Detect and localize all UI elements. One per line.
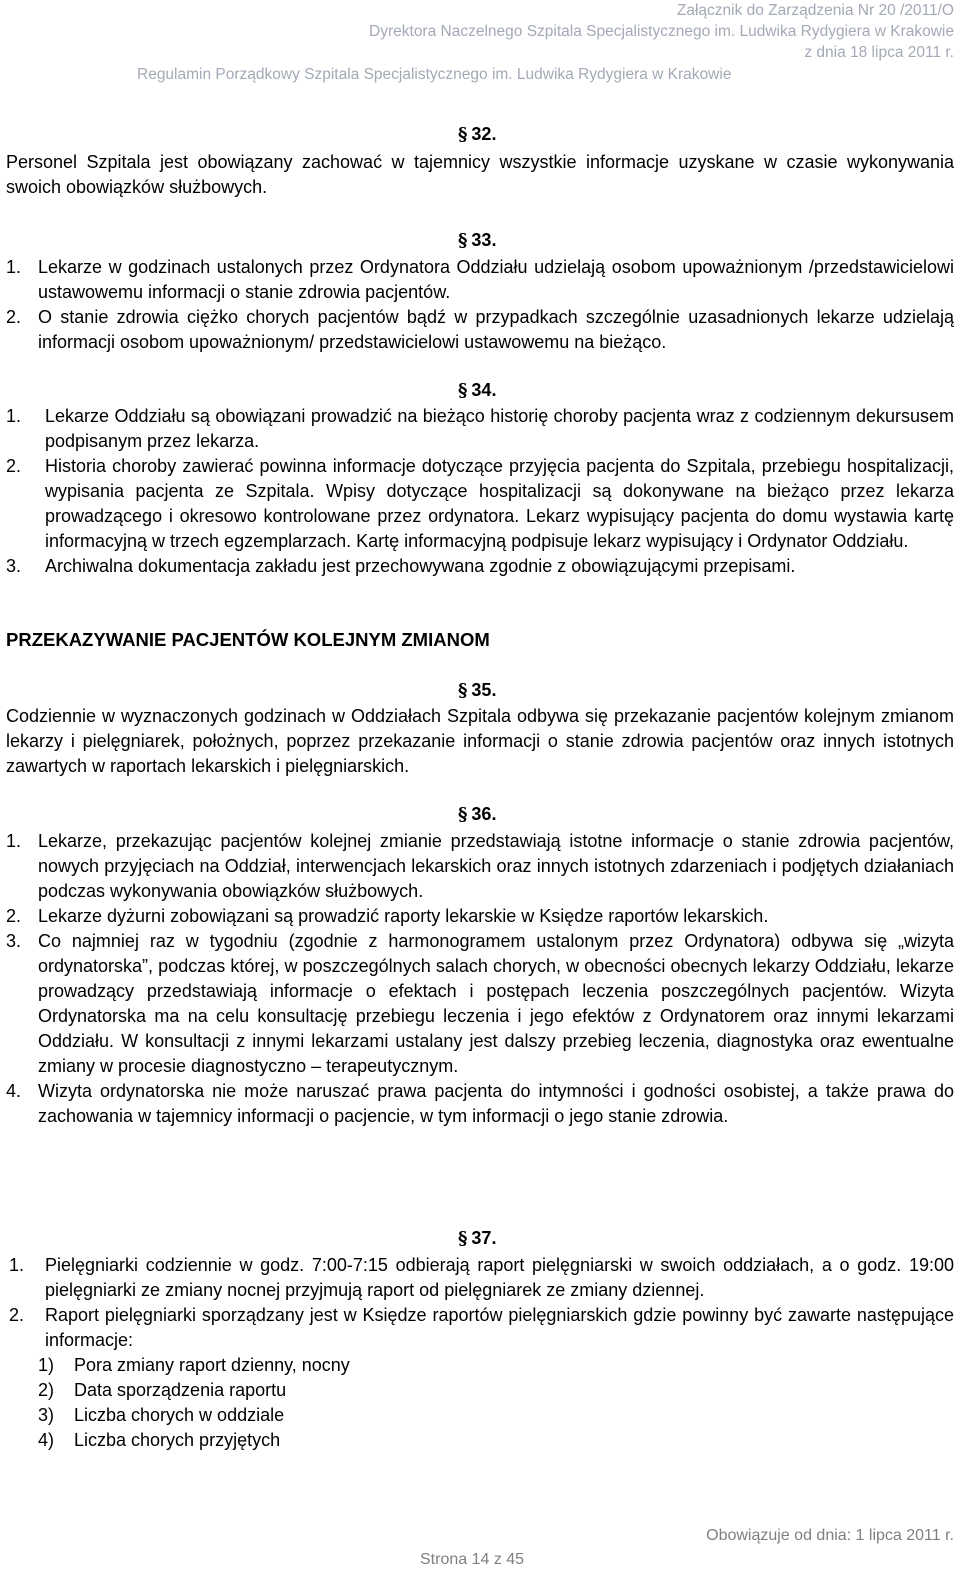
section-37-number: § 37.	[458, 1228, 497, 1249]
list-item: 4. Wizyta ordynatorska nie może naruszać prawa pacjenta do intymności i godności osobistej, a także prawa do zachowania w tajemnicy informacji o pacjencie, w tym informacji o jego stanie zdrowia.	[6, 1081, 954, 1126]
section-34-list	[0, 404, 960, 579]
section-36-number: § 36.	[458, 804, 497, 825]
header-line-2: Dyrektora Naczelnego Szpitala Specjalistycznego im. Ludwika Rydygiera w Krakowie	[369, 23, 954, 40]
list-item: 1. Lekarze w godzinach ustalonych przez Ordynatora Oddziału udzielają osobom upoważnionym /przedstawicielowi ustawowemu informacji o stanie zdrowia pacjentów.	[6, 257, 954, 302]
list-item: 1. Lekarze, przekazując pacjentów kolejnej zmianie przedstawiają istotne informacje o stanie zdrowia pacjentów, nowych przyjęciach na Oddział, interwencjach lekarskich oraz innych istotnych zdarzeniach i podjętych działaniach podczas wykonywania obowiązków służbowych.	[6, 831, 954, 901]
sub-list-item: 4) Liczba chorych przyjętych	[38, 1430, 281, 1450]
section-33-number: § 33.	[458, 230, 497, 251]
section-37-list	[0, 1253, 960, 1453]
section-35-text: Codziennie w wyznaczonych godzinach w Oddziałach Szpitala odbywa się przekazanie pacjentów kolejnym zmianom lekarzy i pielęgniarek, położnych, poprzez przekazanie informacji o stanie zdrowia pacjentów oraz innych istotnych zawartych w raportach lekarskich i pielęgniarskich.	[6, 706, 954, 776]
sub-list-item: 1) Pora zmiany raport dzienny, nocny	[38, 1355, 350, 1375]
list-item: 1. Pielęgniarki codziennie w godz. 7:00-7:15 odbierają raport pielęgniarski w swoich oddziałach, a o godz. 19:00 pielęgniarki ze zmiany nocnej przyjmują raport od pielęgniarek ze zmiany dziennej.	[9, 1255, 954, 1300]
section-35-number: § 35.	[458, 680, 497, 701]
list-item: 3. Co najmniej raz w tygodniu (zgodnie z harmonogramem ustalonym przez Ordynatora) odbywa się „wizyta ordynatorska”, podczas której, w poszczególnych salach chorych, w obecności obecnych lekarzy Oddziału, lekarze prowadzący przedstawiają informacje o efektach i postępach leczenia poszczególnych pacjentów. Wizyta Ordynatorska ma na celu konsultację przebiegu leczenia i jego efektów z Ordynatorem oraz innymi lekarzami Oddziału. W konsultacji z innymi lekarzami ustalany jest dalszy przebieg leczenia, diagnostyka oraz ewentualne zmiany w procesie diagnostyczno – terapeutycznym.	[6, 931, 954, 1076]
list-item: 1. Lekarze Oddziału są obowiązani prowadzić na bieżąco historię choroby pacjenta wraz z codziennym dekursusem podpisanym przez lekarza.	[6, 406, 954, 451]
header-line-3: z dnia 18 lipca 2011 r.	[804, 44, 954, 61]
section-32-text: Personel Szpitala jest obowiązany zachować w tajemnicy wszystkie informacje uzyskane w czasie wykonywania swoich obowiązków służbowych.	[6, 152, 954, 197]
section-36-list	[0, 829, 960, 1129]
list-item: 2. O stanie zdrowia ciężko chorych pacjentów bądź w przypadkach szczególnie uzasadnionych lekarze udzielają informacji osobom upoważnionym/ przedstawicielowi ustawowemu na bieżąco.	[6, 307, 954, 352]
section-33-list	[0, 255, 960, 355]
sub-list-item: 3) Liczba chorych w oddziale	[38, 1405, 285, 1425]
sub-list-item: 2) Data sporządzenia raportu	[38, 1380, 287, 1400]
list-item: 2. Historia choroby zawierać powinna informacje dotyczące przyjęcia pacjenta do Szpitala, przebiegu hospitalizacji, wypisania pacjenta ze Szpitala. Wpisy dotyczące hospitalizacji są dokonywane na bieżąco przez lekarza prowadzącego i okresowo kontrolowane przez ordynatora. Lekarz wypisujący pacjenta do domu wystawia kartę informacyjną w trzech egzemplarzach. Kartę informacyjną podpisuje lekarz wypisujący i Ordynator Oddziału.	[6, 456, 954, 551]
page-number: Strona 14 z 45	[420, 1551, 525, 1568]
section-34-number: § 34.	[458, 380, 497, 401]
list-item: 3. Archiwalna dokumentacja zakładu jest przechowywana zgodnie z obowiązującymi przepisami.	[6, 556, 796, 576]
validity-date: Obowiązuje od dnia: 1 lipca 2011 r.	[706, 1527, 954, 1544]
section-heading: PRZEKAZYWANIE PACJENTÓW KOLEJNYM ZMIANOM	[6, 629, 490, 650]
section-32-number: § 32.	[458, 124, 497, 145]
document-header	[369, 0, 954, 63]
header-line-4: Regulamin Porządkowy Szpitala Specjalistycznego im. Ludwika Rydygiera w Krakowie	[137, 66, 732, 83]
header-line-1: Załącznik do Zarządzenia Nr 20 /2011/O	[676, 2, 954, 19]
list-item: 2. Raport pielęgniarki sporządzany jest w Księdze raportów pielęgniarskich gdzie powinny być zawarte następujące informacje:	[9, 1305, 954, 1350]
list-item: 2. Lekarze dyżurni zobowiązani są prowadzić raporty lekarskie w Księdze raportów lekarskich.	[6, 906, 769, 926]
